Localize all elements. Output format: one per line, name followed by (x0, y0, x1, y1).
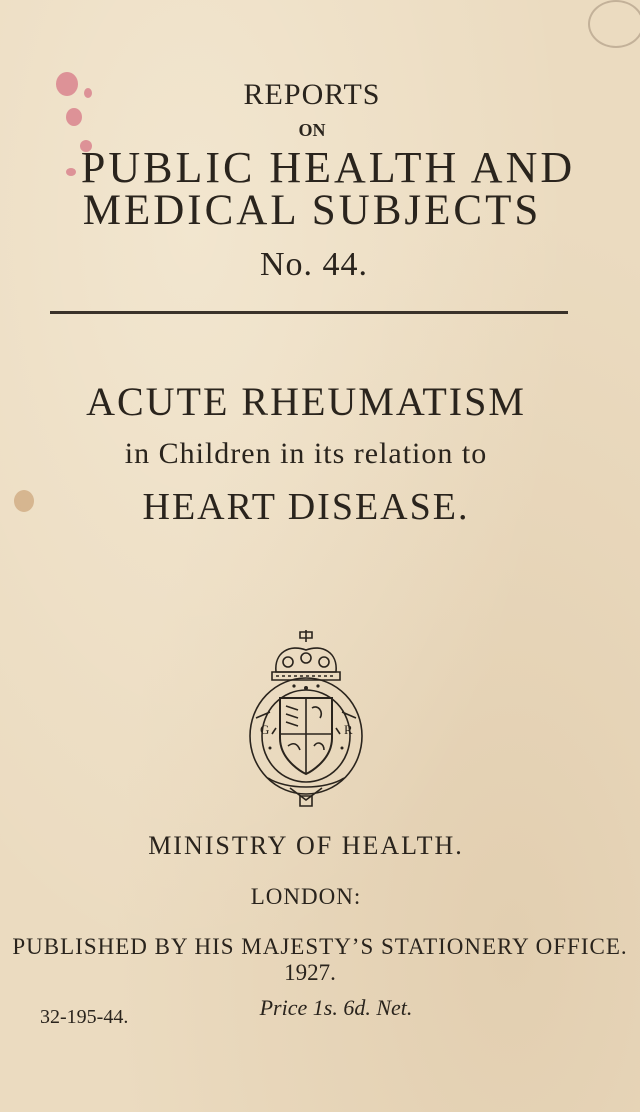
report-number: No. 44. (259, 246, 369, 283)
royal-coat-of-arms-icon (246, 628, 366, 812)
title-line3: HEART DISEASE. (142, 486, 470, 528)
ministry-name: MINISTRY OF HEALTH. (148, 831, 464, 860)
reports-heading: REPORTS (243, 78, 381, 111)
horizontal-divider (50, 311, 568, 314)
on-word: ON (298, 120, 326, 140)
crest-initial-right: R (344, 722, 353, 737)
title-line2: in Children in its relation to (124, 437, 488, 470)
title-line1: ACUTE RHEUMATISM (86, 379, 526, 424)
series-title-line1: PUBLIC HEALTH AND (80, 143, 576, 192)
publisher-imprint: PUBLISHED BY HIS MAJESTY’S STATIONERY OFFICE. (12, 934, 628, 959)
publisher-city: LONDON: (250, 884, 362, 909)
series-title-line2: MEDICAL SUBJECTS (82, 187, 542, 234)
crest-initial-left: G (260, 722, 270, 737)
corner-smudge (588, 0, 640, 48)
publication-year: 1927. (284, 960, 336, 985)
catalog-code: 32-195-44. (40, 1006, 129, 1028)
price-text: Price 1s. 6d. Net. (259, 995, 413, 1020)
